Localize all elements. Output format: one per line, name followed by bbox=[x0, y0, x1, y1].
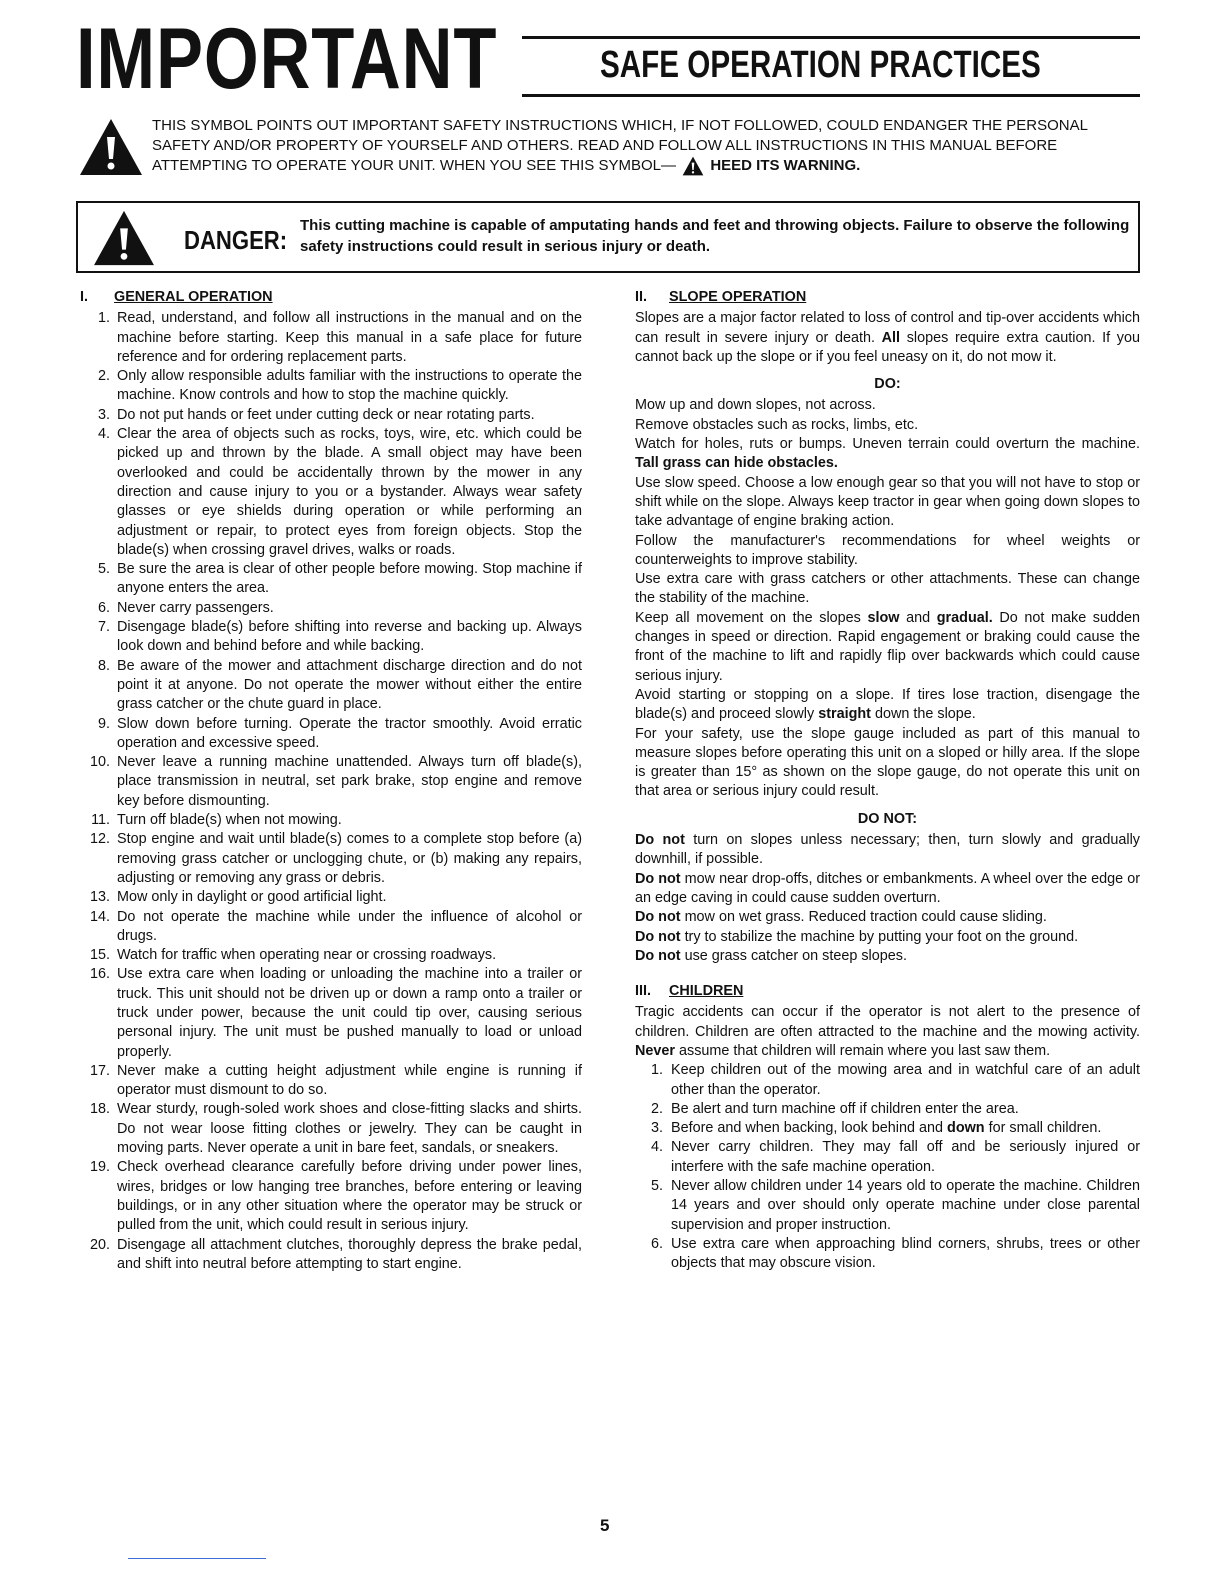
list-item bbox=[635, 1138, 1140, 1177]
text: assume that children will remain where you last saw them. bbox=[679, 1042, 1051, 1059]
item-number: 7. bbox=[97, 619, 110, 636]
text: try to stabilize the machine by putting your foot on the ground. bbox=[684, 928, 1079, 945]
item-text: Never leave a running machine unattended. Always turn off blade(s), place transmission in neutral, set park brake, stop engine and remove key before dismounting. bbox=[117, 754, 582, 809]
item-number: 4. bbox=[650, 1139, 663, 1156]
list-item bbox=[80, 1100, 582, 1158]
item-text: Do not put hands or feet under cutting deck or near rotating parts. bbox=[117, 406, 535, 423]
do-not-item bbox=[635, 947, 1140, 966]
text-bold: All bbox=[881, 329, 901, 346]
item-number: 9. bbox=[97, 715, 110, 732]
item-text: Read, understand, and follow all instructions in the manual and on the machine before starting. Keep this manual in a safe place for future reference and for ordering replacement parts. bbox=[117, 310, 582, 365]
warning-triangle-icon bbox=[682, 156, 704, 176]
item-number: 14. bbox=[89, 908, 110, 925]
item-text: Do not operate the machine while under the influence of alcohol or drugs. bbox=[117, 908, 582, 944]
item-text: Mow only in daylight or good artificial light. bbox=[117, 889, 387, 906]
item-number: 12. bbox=[89, 831, 110, 848]
item-text: Check overhead clearance carefully before driving under power lines, wires, bridges or low hanging tree branches, before entering or leaving buildings, or in any other situation where the operator may be struck or pulled from the unit, which could result in serious injury. bbox=[117, 1159, 582, 1234]
list-item bbox=[80, 965, 582, 1061]
text: Keep children out of the mowing area and in watchful care of an adult other than the operator. bbox=[671, 1062, 1140, 1098]
item-number: 6. bbox=[650, 1235, 663, 1252]
do-item: Follow the manufacturer's recommendations for wheel weights or counterweights to improve stability. bbox=[635, 532, 1140, 568]
item-text: Slow down before turning. Operate the tractor smoothly. Avoid erratic operation and excessive speed. bbox=[117, 715, 582, 751]
header-rule-bottom bbox=[522, 94, 1140, 97]
list-item bbox=[80, 753, 582, 811]
do-heading: DO: bbox=[874, 376, 901, 393]
text-bold: straight bbox=[818, 706, 871, 723]
text-bold: Do not bbox=[635, 832, 685, 849]
item-number: 5. bbox=[650, 1178, 663, 1195]
do-item bbox=[635, 435, 1140, 474]
general-operation-section bbox=[80, 288, 582, 1274]
list-item bbox=[80, 425, 582, 560]
text: Watch for holes, ruts or bumps. Uneven terrain could overturn the machine. bbox=[635, 436, 1140, 453]
warning-triangle-icon bbox=[92, 209, 156, 267]
item-text: Be sure the area is clear of other people before mowing. Stop machine if anyone enters the area. bbox=[117, 561, 582, 597]
list-item bbox=[80, 599, 582, 618]
item-number: 2. bbox=[97, 368, 110, 385]
item-number: 19. bbox=[89, 1159, 110, 1176]
text-bold: Never bbox=[635, 1042, 676, 1059]
do-item: For your safety, use the slope gauge included as part of this manual to measure slopes before operating this unit on a sloped or hilly area. If the slope is greater than 15° as shown on the slope gauge, do not operate this unit on that area or serious injury could result. bbox=[635, 725, 1140, 800]
list-item bbox=[80, 367, 582, 406]
do-item: Mow up and down slopes, not across. bbox=[635, 397, 876, 414]
section-title: SLOPE OPERATION bbox=[669, 289, 807, 305]
item-text: Turn off blade(s) when not mowing. bbox=[117, 812, 342, 829]
text: and bbox=[906, 609, 931, 626]
list-item bbox=[635, 1119, 1140, 1138]
text: slopes require extra caution. If you cannot back up the slope or if you feel uneasy on it, do not mow it. bbox=[635, 329, 1141, 365]
header-rule-top bbox=[522, 36, 1140, 39]
text: Tragic accidents can occur if the operator is not alert to the presence of children. Children are often attracted to the machine and the mowing activity. bbox=[635, 1004, 1140, 1040]
footer-link-line bbox=[128, 1558, 266, 1559]
text: mow near drop-offs, ditches or embankments. A wheel over the edge or an edge caving in could cause sudden overturn. bbox=[635, 870, 1141, 906]
item-text: Use extra care when loading or unloading the machine into a trailer or truck. This unit should not be driven up or down a ramp onto a trailer or truck under power, because the unit could tip over, causing serious personal injury. The unit must be pushed manually to load or unload properly. bbox=[117, 966, 582, 1060]
danger-box bbox=[76, 201, 1140, 273]
do-not-heading: DO NOT: bbox=[857, 810, 918, 827]
item-number: 2. bbox=[650, 1100, 663, 1117]
item-number: 1. bbox=[97, 310, 110, 327]
text: Never carry children. They may fall off and be seriously injured or interfere with the safe machine operation. bbox=[671, 1139, 1140, 1175]
item-number: 4. bbox=[97, 426, 110, 443]
item-number: 16. bbox=[89, 966, 110, 983]
item-number: 3. bbox=[650, 1120, 663, 1137]
item-text: Never carry passengers. bbox=[117, 599, 274, 616]
item-number: 13. bbox=[89, 889, 110, 906]
section-heading bbox=[635, 982, 1140, 1001]
list-item bbox=[80, 908, 582, 947]
warning-triangle-icon bbox=[78, 117, 144, 177]
danger-text: This cutting machine is capable of amputating hands and feet and throwing objects. Failure to observe the following safety instructions could result in serious injury or death. bbox=[300, 217, 1130, 255]
section-number: II. bbox=[635, 289, 647, 305]
text-bold: Do not bbox=[635, 947, 681, 964]
text: Avoid starting or stopping on a slope. If tires lose traction, disengage the blade(s) and proceed slowly bbox=[635, 686, 1140, 723]
text-bold: gradual. bbox=[936, 609, 993, 626]
list-item bbox=[635, 1061, 1140, 1100]
text: Be alert and turn machine off if children enter the area. bbox=[671, 1100, 1019, 1117]
text: use grass catcher on steep slopes. bbox=[684, 947, 907, 964]
item-number: 6. bbox=[97, 599, 110, 616]
text: for small children. bbox=[988, 1120, 1102, 1137]
item-number: 11. bbox=[91, 812, 110, 829]
safety-symbol-intro bbox=[152, 116, 1138, 176]
list-item bbox=[80, 309, 582, 367]
list-item bbox=[80, 406, 582, 425]
section-heading bbox=[80, 288, 582, 307]
item-number: 15. bbox=[89, 947, 110, 964]
list-item bbox=[80, 1236, 582, 1275]
intro-text: THIS SYMBOL POINTS OUT IMPORTANT SAFETY INSTRUCTIONS WHICH, IF NOT FOLLOWED, COULD ENDANGER THE PERSONAL SAFETY AND/OR PROPERTY OF YOURSELF AND OTHERS. READ AND FOLLOW ALL INSTRUCTIONS IN THIS MANUAL BEFORE ATTEMPTING TO OPERATE YOUR UNIT. WHEN YOU SEE THIS SYMBOL— bbox=[152, 117, 1088, 174]
text: Before and when backing, look behind and bbox=[671, 1120, 944, 1137]
list-item bbox=[80, 715, 582, 754]
text-bold: slow bbox=[867, 609, 900, 626]
list-item bbox=[80, 811, 582, 830]
list-item bbox=[80, 946, 582, 965]
list-item bbox=[635, 1177, 1140, 1235]
text: Keep all movement on the slopes bbox=[635, 609, 861, 626]
spacer bbox=[635, 966, 1140, 982]
heed-warning-text: HEED ITS WARNING. bbox=[710, 157, 861, 174]
section-number: III. bbox=[635, 983, 651, 1000]
do-item: Use slow speed. Choose a low enough gear so that you will not have to stop or shift while on the slope. Always keep tractor in gear when going down slopes to take advantage of engine braking action. bbox=[635, 474, 1140, 530]
item-text: Be aware of the mower and attachment discharge direction and do not point it at anyone. Do not operate the mower without either the entire grass catcher or the chute guard in place. bbox=[117, 657, 582, 713]
list-item bbox=[80, 1158, 582, 1235]
section-title: GENERAL OPERATION bbox=[114, 289, 273, 305]
item-text: Disengage blade(s) before shifting into reverse and backing up. Always look down and behind before and while backing. bbox=[117, 619, 582, 655]
text-bold: down bbox=[947, 1120, 985, 1137]
page-number: 5 bbox=[600, 1516, 610, 1535]
section-number: I. bbox=[80, 289, 88, 305]
list-item bbox=[635, 1235, 1140, 1274]
slope-intro bbox=[635, 309, 1140, 367]
text: Slopes are a major factor related to loss of control and tip-over accidents which can result in severe injury or death. bbox=[635, 310, 1140, 346]
text-bold: Do not bbox=[635, 870, 681, 887]
item-number: 5. bbox=[97, 561, 110, 578]
item-text: Wear sturdy, rough-soled work shoes and close-fitting slacks and shirts. Do not wear loose fitting clothes or jewelry. They can be caught in moving parts. Never operate a unit in bare feet, sandals, or sneakers. bbox=[117, 1101, 582, 1157]
do-not-item bbox=[635, 928, 1140, 947]
danger-label: DANGER: bbox=[184, 225, 288, 255]
children-intro bbox=[635, 1003, 1140, 1061]
list-item bbox=[80, 657, 582, 715]
do-item bbox=[635, 609, 1140, 686]
item-text: Clear the area of objects such as rocks, toys, wire, etc. which could be picked up and thrown by the blade. A small object may have been overlooked and could be accidentally thrown by the mower in any direction and cause injury to you or a bystander. Always wear safety glasses or eye shields during operation or while performing an adjustment or repair, to protect eyes from foreign objects. Stop the blade(s) when crossing gravel drives, walks or roads. bbox=[117, 426, 582, 558]
item-text: Disengage all attachment clutches, thoroughly depress the brake pedal, and shift into neutral before attempting to start engine. bbox=[117, 1236, 582, 1272]
do-not-item bbox=[635, 831, 1140, 870]
item-number: 18. bbox=[89, 1101, 110, 1118]
text-bold: Tall grass can hide obstacles. bbox=[635, 455, 838, 472]
item-number: 8. bbox=[97, 657, 110, 674]
page-title: SAFE OPERATION PRACTICES bbox=[600, 44, 1041, 86]
item-text: Never make a cutting height adjustment while engine is running if operator must dismount to do so. bbox=[117, 1062, 582, 1099]
text: Do not make sudden changes in speed or direction. Rapid engagement or braking could cause the front of the machine to lift and rapidly flip over backwards which could cause serious injury. bbox=[635, 609, 1141, 684]
text: mow on wet grass. Reduced traction could cause sliding. bbox=[684, 909, 1047, 926]
list-item bbox=[635, 1100, 1140, 1119]
item-number: 17. bbox=[89, 1062, 110, 1079]
general-operation-list bbox=[80, 309, 582, 1274]
text: Use extra care when approaching blind corners, shrubs, trees or other objects that may obscure vision. bbox=[671, 1235, 1140, 1272]
do-item: Remove obstacles such as rocks, limbs, etc. bbox=[635, 416, 919, 433]
text-bold: Do not bbox=[635, 928, 681, 945]
item-number: 20. bbox=[89, 1236, 110, 1253]
item-text: Stop engine and wait until blade(s) comes to a complete stop before (a) removing grass catcher or unclogging chute, or (b) making any repairs, adjusting or removing any grass or debris. bbox=[117, 831, 582, 886]
do-not-item bbox=[635, 870, 1140, 909]
list-item bbox=[80, 888, 582, 907]
item-number: 10. bbox=[89, 754, 110, 771]
text: down the slope. bbox=[874, 706, 976, 723]
item-number: 3. bbox=[97, 406, 110, 423]
list-item bbox=[80, 618, 582, 657]
item-text: Only allow responsible adults familiar with the instructions to operate the machine. Know controls and how to stop the machine quickly. bbox=[117, 368, 582, 404]
children-list bbox=[635, 1061, 1140, 1273]
list-item bbox=[80, 560, 582, 599]
right-column bbox=[635, 288, 1140, 1274]
do-item bbox=[635, 686, 1140, 725]
item-number: 1. bbox=[650, 1062, 663, 1079]
section-title: CHILDREN bbox=[669, 983, 744, 1000]
text: turn on slopes unless necessary; then, turn slowly and gradually downhill, if possible. bbox=[635, 832, 1141, 868]
item-text: Watch for traffic when operating near or crossing roadways. bbox=[117, 947, 497, 964]
list-item bbox=[80, 830, 582, 888]
text: Never allow children under 14 years old to operate the machine. Children 14 years and over should only operate machine under close parental supervision and proper instruction. bbox=[671, 1178, 1140, 1233]
do-not-item bbox=[635, 908, 1140, 927]
important-heading: IMPORTANT bbox=[76, 11, 498, 107]
list-item bbox=[80, 1062, 582, 1101]
section-heading bbox=[635, 288, 1140, 307]
do-item: Use extra care with grass catchers or other attachments. These can change the stability of the machine. bbox=[635, 571, 1140, 607]
text-bold: Do not bbox=[635, 909, 681, 926]
